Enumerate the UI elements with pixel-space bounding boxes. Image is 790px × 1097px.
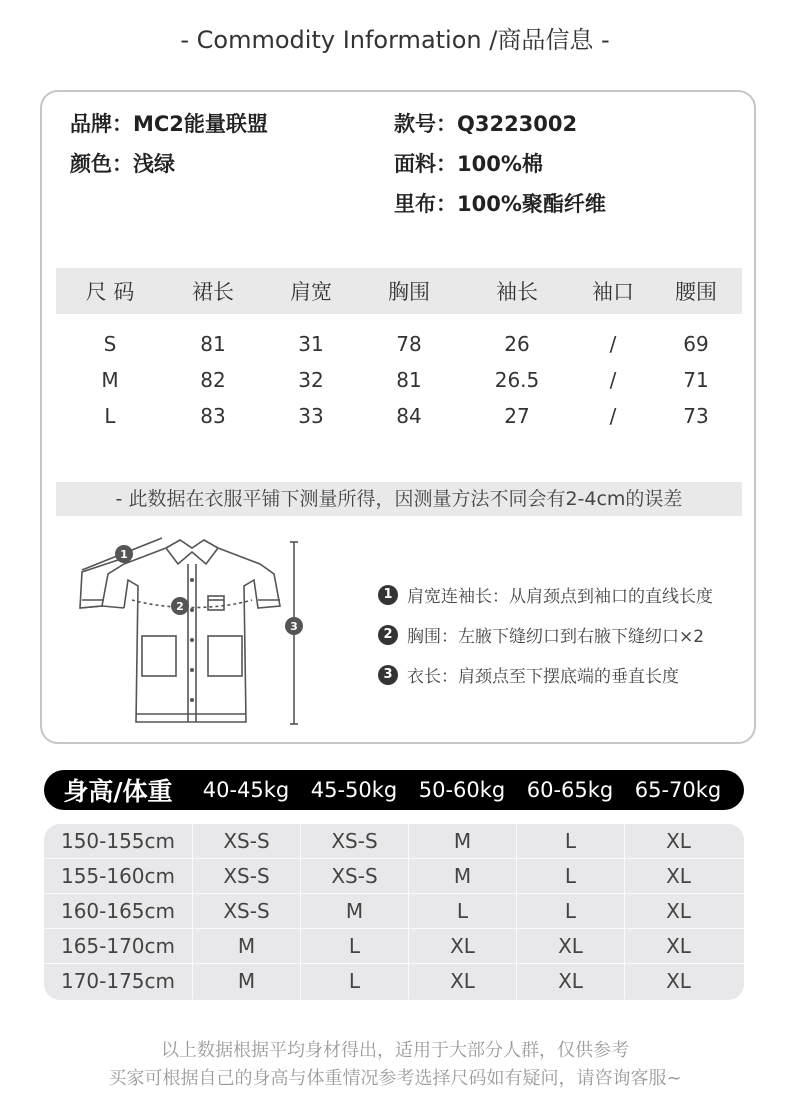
- table-cell: 78: [396, 332, 422, 356]
- table-cell: L: [104, 404, 116, 428]
- header-cell: 胸围: [388, 280, 430, 304]
- header-cell: 裙长: [192, 280, 234, 304]
- size-cell: L: [300, 929, 408, 963]
- hw-title: 身高/体重: [63, 777, 173, 806]
- size-cell: XL: [408, 964, 516, 999]
- size-cell: XL: [624, 964, 732, 999]
- legend-text: 衣长：肩颈点至下摆底端的垂直长度: [407, 667, 679, 687]
- table-cell: 33: [298, 404, 324, 428]
- size-cell: M: [192, 964, 300, 999]
- table-row: [56, 362, 742, 398]
- size-cell: XL: [516, 964, 624, 999]
- table-cell: 27: [504, 404, 530, 428]
- table-cell: /: [609, 368, 617, 392]
- legend-text: 胸围：左腋下缝纫口到右腋下缝纫口×2: [407, 627, 705, 647]
- size-cell: M: [192, 929, 300, 963]
- header-cell: 尺 码: [85, 280, 135, 304]
- table-cell: 26.5: [494, 368, 540, 392]
- size-cell: XL: [624, 824, 732, 858]
- table-cell: 32: [298, 368, 324, 392]
- height-cell: 165-170cm: [60, 934, 176, 958]
- size-cell: M: [408, 859, 516, 893]
- size-cell: XL: [624, 894, 732, 928]
- weight-label: 65-70kg: [634, 778, 722, 802]
- table-row: [44, 894, 744, 929]
- legend-number-3: 3: [290, 620, 298, 633]
- style-number-text: 款号：Q3223002: [394, 112, 578, 136]
- size-cell: L: [516, 824, 624, 858]
- table-row: [56, 398, 742, 434]
- badge-icon: 3: [378, 665, 398, 685]
- size-cell: XS-S: [300, 824, 408, 858]
- legend-item: [378, 582, 713, 607]
- weight-label: 40-45kg: [202, 778, 290, 802]
- size-cell: L: [516, 894, 624, 928]
- size-cell: XS-S: [192, 859, 300, 893]
- height-weight-table: [44, 824, 744, 1000]
- height-weight-header: [44, 770, 744, 810]
- height-cell: 170-175cm: [60, 969, 176, 993]
- size-cell: M: [300, 894, 408, 928]
- table-cell: /: [609, 332, 617, 356]
- section-title: - Commodity Information /商品信息 -: [180, 26, 610, 54]
- table-row: [44, 824, 744, 859]
- size-cell: XL: [624, 859, 732, 893]
- table-cell: 83: [200, 404, 226, 428]
- table-cell: 73: [683, 404, 709, 428]
- table-cell: 71: [683, 368, 709, 392]
- size-cell: XS-S: [192, 824, 300, 858]
- size-table-header: [56, 268, 742, 314]
- badge-icon: 2: [378, 625, 398, 645]
- header-cell: 袖长: [496, 280, 538, 304]
- table-row: [44, 859, 744, 894]
- table-cell: S: [103, 332, 117, 356]
- table-cell: 82: [200, 368, 226, 392]
- weight-label: 60-65kg: [526, 778, 614, 802]
- color-text: 颜色：浅绿: [70, 152, 175, 176]
- height-cell: 150-155cm: [60, 829, 176, 853]
- weight-label: 45-50kg: [310, 778, 398, 802]
- table-cell: 81: [396, 368, 422, 392]
- size-table: [56, 268, 742, 434]
- header-cell: 腰围: [675, 280, 717, 304]
- legend-item: [378, 622, 704, 647]
- footer-line-2: 买家可根据自己的身高与体重情况参考选择尺码如有疑问，请咨询客服~: [108, 1068, 682, 1089]
- lining-text: 里布：100%聚酯纤维: [394, 192, 606, 216]
- size-cell: XS-S: [192, 894, 300, 928]
- weight-label: 50-60kg: [418, 778, 506, 802]
- size-cell: M: [408, 824, 516, 858]
- table-cell: 81: [200, 332, 226, 356]
- size-cell: XS-S: [300, 859, 408, 893]
- table-cell: 26: [504, 332, 530, 356]
- size-cell: L: [408, 894, 516, 928]
- brand-text: 品牌：MC2能量联盟: [70, 112, 268, 136]
- table-cell: M: [101, 368, 119, 392]
- fabric-text: 面料：100%棉: [394, 152, 543, 176]
- header-cell: 肩宽: [290, 280, 332, 304]
- table-row: [56, 326, 742, 362]
- table-cell: 31: [298, 332, 324, 356]
- table-cell: 84: [396, 404, 422, 428]
- size-cell: L: [300, 964, 408, 999]
- table-row: [44, 929, 744, 964]
- legend-item: [378, 662, 679, 687]
- height-cell: 155-160cm: [60, 864, 176, 888]
- garment-diagram-icon: [68, 534, 318, 734]
- header-cell: 袖口: [592, 280, 634, 304]
- legend-number-2: 2: [176, 600, 184, 613]
- table-cell: /: [609, 404, 617, 428]
- legend-number-1: 1: [120, 548, 128, 561]
- legend-text: 肩宽连袖长：从肩颈点到袖口的直线长度: [407, 587, 713, 607]
- height-cell: 160-165cm: [60, 899, 176, 923]
- table-row: [44, 964, 744, 999]
- size-cell: XL: [624, 929, 732, 963]
- footer-line-1: 以上数据根据平均身材得出，适用于大部分人群，仅供参考: [161, 1040, 629, 1061]
- size-cell: XL: [408, 929, 516, 963]
- commodity-card: [40, 90, 756, 744]
- size-cell: L: [516, 859, 624, 893]
- size-cell: XL: [516, 929, 624, 963]
- badge-icon: 1: [378, 585, 398, 605]
- table-cell: 69: [683, 332, 709, 356]
- measure-note: - 此数据在衣服平铺下测量所得，因测量方法不同会有2-4cm的误差: [56, 482, 742, 516]
